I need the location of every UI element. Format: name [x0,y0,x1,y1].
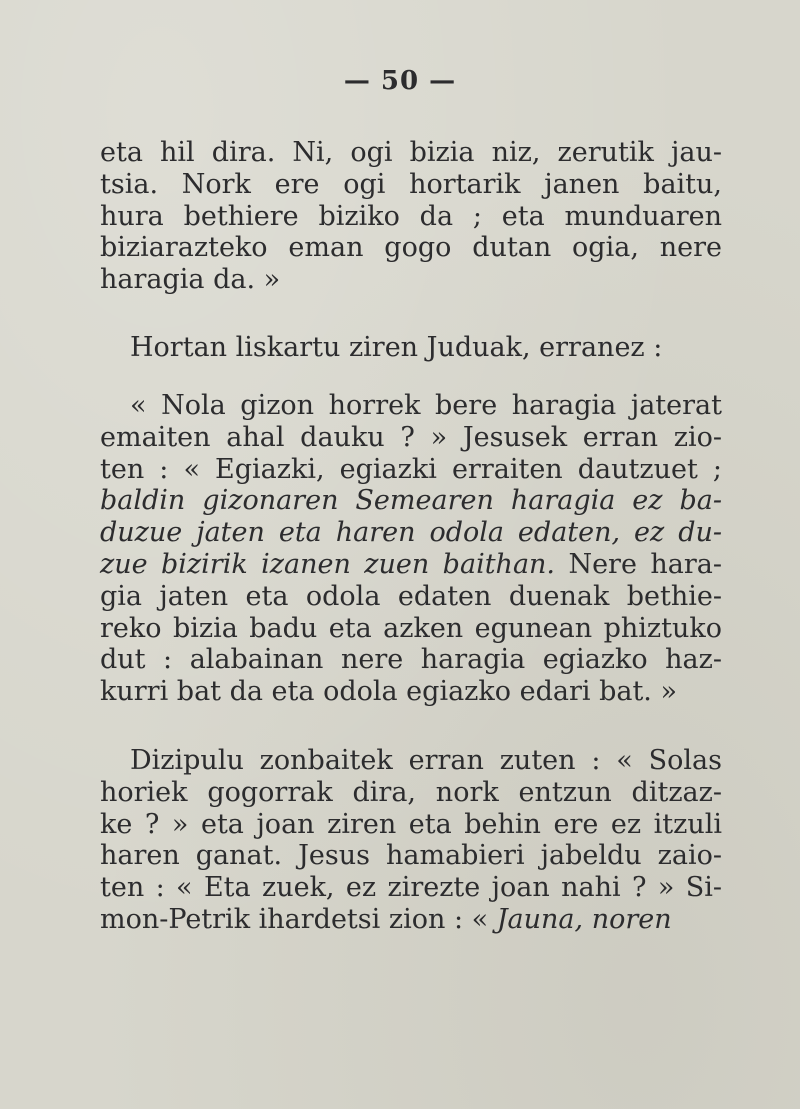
paragraph-2 [100,332,722,364]
text-segment: tsia. Nork ere ogi hortarik janen baitu, [100,168,722,200]
text-segment: kurri bat da eta odola egiazko edari bat. » [100,676,677,708]
text-line [100,904,722,936]
text-line [100,264,722,296]
text-segment: hura bethiere biziko da ; eta munduaren [100,200,722,232]
text-line [100,777,722,809]
text-segment: dut : alabainan nere haragia egiazko haz- [100,644,722,676]
text-line [100,169,722,201]
italic-segment: Jauna, noren [496,903,672,935]
text-line [100,809,722,841]
text-line [100,517,722,549]
text-line [100,201,722,233]
text-segment: « Nola gizon horrek bere haragia jaterat [130,390,722,421]
text-segment: eta hil dira. Ni, ogi bizia niz, zerutik jau- [100,137,722,168]
text-segment: ke ? » eta joan ziren eta behin ere ez itzuli [100,808,722,840]
text-segment: gia jaten eta odola edaten duenak bethie- [100,580,722,612]
text-line [100,232,722,264]
text-segment: ten : « Eta zuek, ez zirezte joan nahi ? » Si- [100,872,722,904]
text-segment: Hortan liskartu ziren Juduak, erranez : [130,332,663,363]
text-line [100,581,722,613]
page-number: — 50 — [343,66,457,96]
text-line [100,872,722,904]
text-line [100,676,722,708]
italic-segment: zue bizirik izanen zuen baithan. [100,548,556,580]
text-segment: horiek gogorrak dira, nork entzun ditzaz- [100,776,722,808]
text-segment: haragia da. » [100,264,281,296]
text-segment: mon-Petrik ihardetsi zion : « [100,903,497,935]
text-line [100,485,722,517]
paragraph-1 [100,137,722,296]
text-segment: biziarazteko eman gogo dutan ogia, nere [100,232,722,264]
text-line [100,549,722,581]
text-line [100,332,722,364]
paragraph-4 [100,745,722,936]
text-line [100,840,722,872]
text-segment: Dizipulu zonbaitek erran zuten : « Solas [130,745,722,776]
paragraph-3 [100,390,722,708]
text-segment: haren ganat. Jesus hamabieri jabeldu zaio- [100,840,722,872]
text-line [100,613,722,645]
text-line [100,390,722,422]
text-segment: emaiten ahal dauku ? » Jesusek erran zio- [100,421,722,453]
text-segment: Nere hara- [555,548,722,580]
text-line [100,745,722,777]
text-line [100,422,722,454]
italic-segment: baldin gizonaren Semearen haragia ez ba- [100,485,722,517]
italic-segment: duzue jaten eta haren odola edaten, ez du- [100,517,722,549]
text-segment: ten : « Egiazki, egiazki erraiten dautzuet ; [100,453,722,485]
text-line [100,644,722,676]
text-line [100,137,722,169]
text-line [100,454,722,486]
text-segment: reko bizia badu eta azken egunean phiztuko [100,612,722,644]
